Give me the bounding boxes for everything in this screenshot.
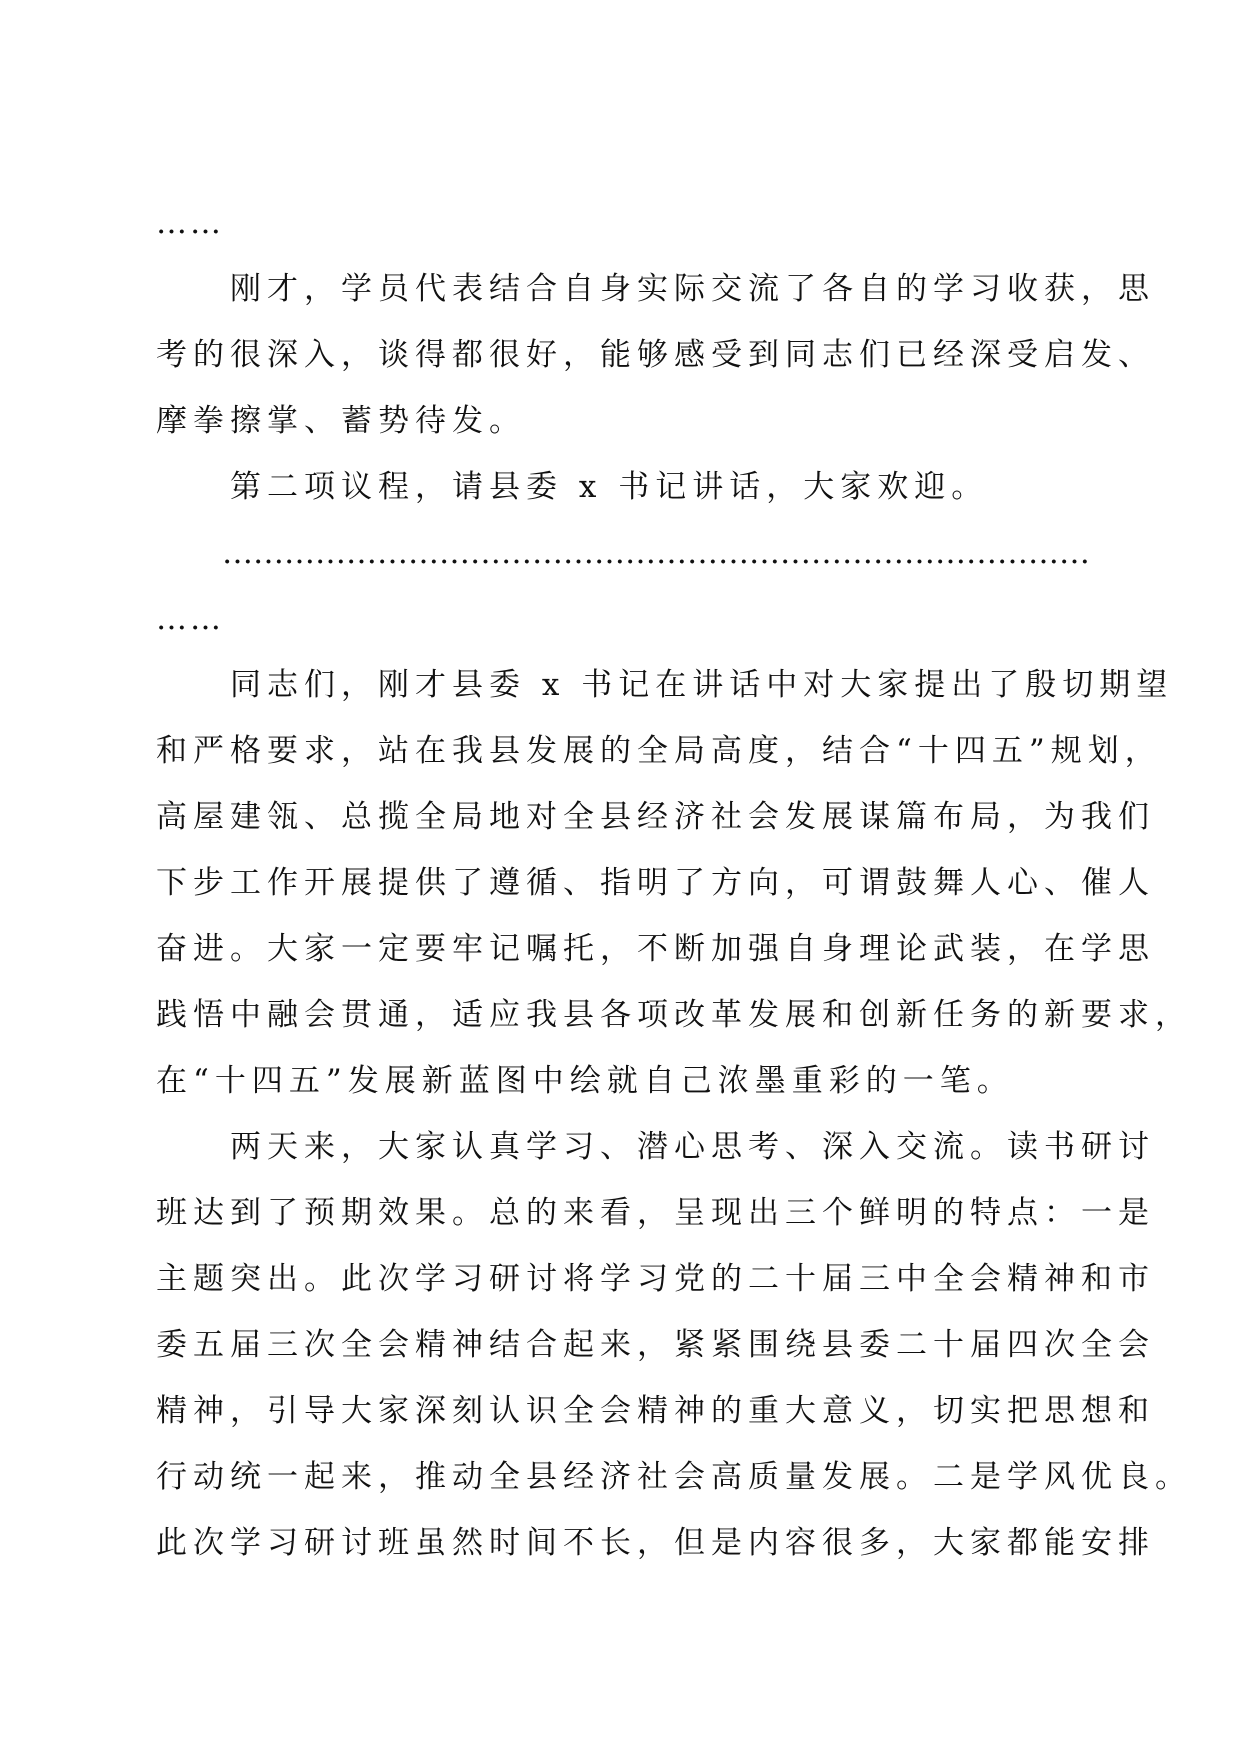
text-line: 摩拳擦掌、蓄势待发。 xyxy=(156,403,526,439)
text-line: 班达到了预期效果。总的来看，呈现出三个鲜明的特点：一是 xyxy=(156,1195,1155,1231)
text-line: 刚才，学员代表结合自身实际交流了各自的学习收获，思 xyxy=(156,271,1155,307)
dotted-separator: ………………………………………………………………………… xyxy=(222,535,1090,571)
text-line: 主题突出。此次学习研讨将学习党的二十届三中全会精神和市 xyxy=(156,1261,1155,1297)
ellipsis-continuation: …… xyxy=(156,601,224,637)
text-line: 在“十四五”发展新蓝图中绘就自己浓墨重彩的一笔。 xyxy=(156,1063,1014,1099)
text-line: 和严格要求，站在我县发展的全局高度，结合“十四五”规划， xyxy=(156,733,1162,769)
ellipsis-continuation: …… xyxy=(156,205,224,241)
text-line: 委五届三次全会精神结合起来，紧紧围绕县委二十届四次全会 xyxy=(156,1327,1155,1363)
text-line: 同志们，刚才县委 x 书记在讲话中对大家提出了殷切期望 xyxy=(156,667,1174,703)
document-body xyxy=(156,190,1192,1576)
text-line: 考的很深入，谈得都很好，能够感受到同志们已经深受启发、 xyxy=(156,337,1155,373)
text-line: 奋进。大家一定要牢记嘱托，不断加强自身理论武装，在学思 xyxy=(156,931,1155,967)
text-line: 第二项议程，请县委 x 书记讲话，大家欢迎。 xyxy=(156,469,989,505)
text-line: 此次学习研讨班虽然时间不长，但是内容很多，大家都能安排 xyxy=(156,1525,1155,1561)
text-line: 行动统一起来，推动全县经济社会高质量发展。二是学风优良。 xyxy=(156,1459,1192,1495)
text-line: 下步工作开展提供了遵循、指明了方向，可谓鼓舞人心、催人 xyxy=(156,865,1155,901)
text-line: 践悟中融会贯通，适应我县各项改革发展和创新任务的新要求， xyxy=(156,997,1192,1033)
text-line: 高屋建瓴、总揽全局地对全县经济社会发展谋篇布局，为我们 xyxy=(156,799,1155,835)
text-line: 精神，引导大家深刻认识全会精神的重大意义，切实把思想和 xyxy=(156,1393,1155,1429)
text-line: 两天来，大家认真学习、潜心思考、深入交流。读书研讨 xyxy=(156,1129,1155,1165)
